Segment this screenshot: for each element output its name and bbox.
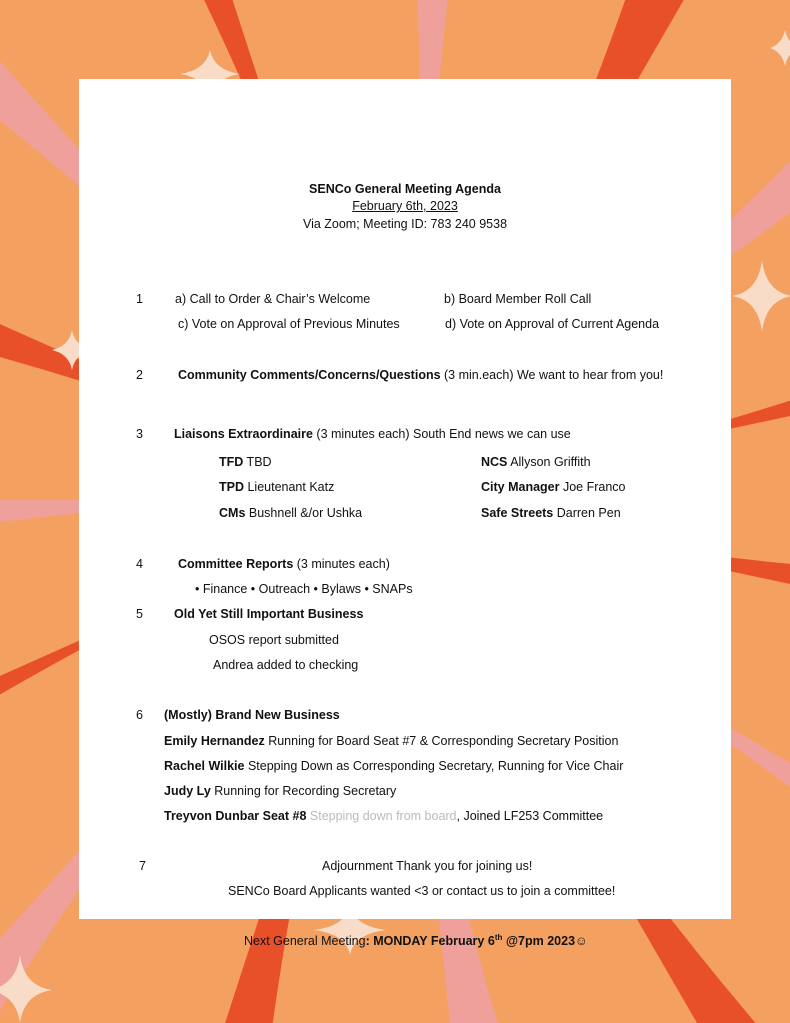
agenda-line: Community Comments/Concerns/Questions (3 min.each) We want to hear from you! bbox=[178, 368, 664, 382]
item-number: 2 bbox=[136, 368, 143, 382]
agenda-line: a) Call to Order & Chair’s Welcome bbox=[175, 292, 371, 306]
item-number: 3 bbox=[136, 427, 143, 441]
item-number: 1 bbox=[136, 292, 143, 306]
business-entry: Judy Ly Running for Recording Secretary bbox=[164, 784, 397, 798]
liaison-entry: TPD Lieutenant Katz bbox=[219, 480, 335, 494]
agenda-line: Liaisons Extraordinaire (3 minutes each) South End news we can use bbox=[174, 427, 571, 441]
agenda-line: b) Board Member Roll Call bbox=[444, 292, 592, 306]
agenda-line: SENCo Board Applicants wanted <3 or contact us to join a committee! bbox=[228, 884, 616, 898]
agenda-page bbox=[79, 79, 731, 948]
agenda-subline: Andrea added to checking bbox=[213, 658, 359, 672]
agenda-title: SENCo General Meeting Agenda bbox=[309, 182, 501, 196]
committee-list: • Finance • Outreach • Bylaws • SNAPs bbox=[195, 582, 413, 596]
meeting-location: Via Zoom; Meeting ID: 783 240 9538 bbox=[302, 217, 508, 231]
business-entry: Rachel Wilkie Stepping Down as Corresponding Secretary, Running for Vice Chair bbox=[164, 759, 624, 773]
agenda-line: Committee Reports (3 minutes each) bbox=[178, 557, 390, 571]
item-number: 6 bbox=[136, 708, 143, 722]
liaison-entry: TFD TBD bbox=[219, 455, 272, 469]
agenda-line: c) Vote on Approval of Previous Minutes bbox=[178, 317, 400, 331]
liaison-entry: CMs Bushnell &/or Ushka bbox=[219, 506, 363, 520]
agenda-line: Old Yet Still Important Business bbox=[174, 607, 364, 621]
agenda-subline: OSOS report submitted bbox=[209, 633, 339, 647]
next-meeting: Next General Meeting: MONDAY February 6th @7pm 2023☺ bbox=[244, 932, 588, 948]
item-number: 7 bbox=[139, 859, 146, 873]
item-number: 5 bbox=[136, 607, 143, 621]
business-entry: Treyvon Dunbar Seat #8 Stepping down from board, Joined LF253 Committee bbox=[164, 809, 604, 823]
liaison-entry: City Manager Joe Franco bbox=[481, 480, 626, 494]
smile-icon: ☺ bbox=[575, 934, 588, 948]
meeting-date: February 6th, 2023 bbox=[352, 199, 458, 213]
agenda-line: Adjournment Thank you for joining us! bbox=[322, 859, 533, 873]
agenda-line: d) Vote on Approval of Current Agenda bbox=[445, 317, 660, 331]
liaison-entry: NCS Allyson Griffith bbox=[481, 455, 591, 469]
liaison-entry: Safe Streets Darren Pen bbox=[481, 506, 621, 520]
business-entry: Emily Hernandez Running for Board Seat #7 & Corresponding Secretary Position bbox=[164, 734, 619, 748]
agenda-line: (Mostly) Brand New Business bbox=[164, 708, 340, 722]
item-number: 4 bbox=[136, 557, 143, 571]
